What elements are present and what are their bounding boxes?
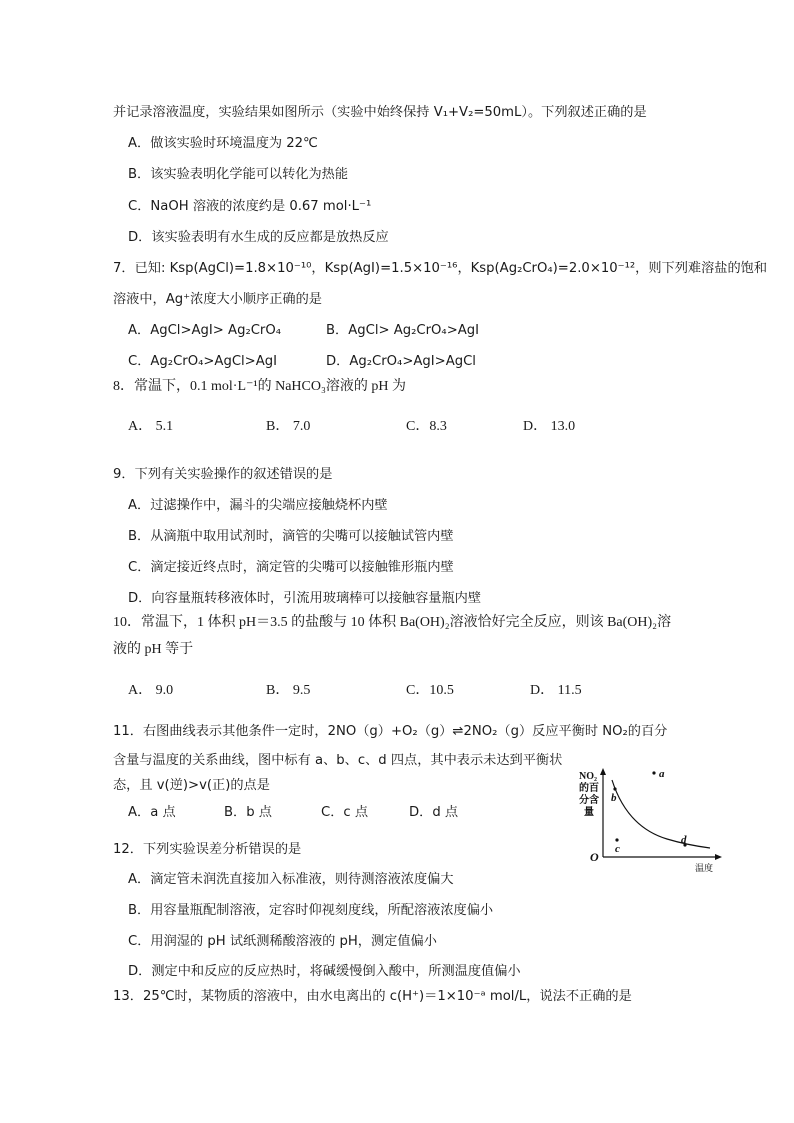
q9-option-d: D．向容量瓶转移液体时，引流用玻璃棒可以接触容量瓶内壁: [128, 591, 482, 606]
graph-y-label-line2: 的百: [579, 783, 599, 794]
graph-point-b: [613, 787, 616, 790]
q12-stem: 12．下列实验误差分析错误的是: [113, 842, 302, 857]
q6-option-d: D．该实验表明有水生成的反应都是放热反应: [128, 230, 389, 245]
q11-option-b: B．b 点: [224, 805, 272, 820]
graph-point-a: [652, 771, 655, 774]
q7-option-b: B．AgCl> Ag₂CrO₄>AgI: [326, 323, 480, 338]
q12-option-a: A．滴定管未润洗直接加入标准液，则待测溶液浓度偏大: [128, 872, 454, 887]
graph-point-b-label: b: [611, 792, 617, 804]
q12-option-c: C．用润湿的 pH 试纸测稀酸溶液的 pH，测定值偏小: [128, 934, 437, 949]
q7-option-a: A．AgCl>AgI> Ag₂CrO₄: [128, 323, 282, 338]
q10-option-a: A． 9.0: [128, 683, 174, 698]
q8-stem: 8．常温下，0.1 mol·L⁻¹的 NaHCO₃溶液的 pH 为: [113, 379, 406, 394]
q6-option-a: A．做该实验时环境温度为 22℃: [128, 136, 318, 151]
q12-option-d: D．测定中和反应的反应热时，将碱缓慢倒入酸中，所测温度值偏小: [128, 964, 521, 979]
q10-option-c: C．10.5: [406, 683, 454, 698]
graph-y-label-line3: 分含: [579, 795, 599, 806]
graph-y-axis-arrow: [600, 768, 606, 775]
q11-option-c: C．c 点: [321, 805, 369, 820]
graph-point-a-label: a: [659, 768, 665, 780]
q8-option-c: C．8.3: [406, 419, 447, 434]
q9-option-c: C．滴定接近终点时，滴定管的尖嘴可以接触锥形瓶内壁: [128, 560, 454, 575]
q6-stem-continuation: 并记录溶液温度，实验结果如图所示（实验中始终保持 V₁+V₂=50mL）。下列叙述正确的是: [113, 105, 647, 120]
q10-stem-line1: 10．常温下，1 体积 pH＝3.5 的盐酸与 10 体积 Ba(OH)₂溶液恰好完全反应，则该 Ba(OH)₂溶: [113, 615, 672, 630]
q6-option-c: C．NaOH 溶液的浓度约是 0.67 mol·L⁻¹: [128, 199, 372, 214]
graph-y-label-line4: 量: [584, 807, 594, 818]
q11-stem-line2: 含量与温度的关系曲线，图中标有 a、b、c、d 四点，其中表示未达到平衡状: [113, 753, 563, 768]
q8-option-a: A． 5.1: [128, 419, 174, 434]
q9-option-a: A．过滤操作中，漏斗的尖端应接触烧杯内壁: [128, 498, 388, 513]
q13-stem: 13．25℃时，某物质的溶液中，由水电离出的 c(H⁺)＝1×10⁻ᵃ mol/L，说法不正确的是: [113, 989, 632, 1004]
q11-stem-line3: 态，且 v(逆)>v(正)的点是: [113, 778, 270, 793]
graph-y-label-line1: NO₂: [579, 771, 597, 782]
graph-origin-label: O: [590, 850, 599, 864]
q9-stem: 9．下列有关实验操作的叙述错误的是: [113, 467, 333, 482]
q11-stem-line1: 11．右图曲线表示其他条件一定时，2NO（g）+O₂（g）⇌2NO₂（g）反应平衡时 NO₂的百分: [113, 724, 668, 739]
q11-graph: [575, 765, 735, 880]
q7-option-c: C．Ag₂CrO₄>AgCl>AgI: [128, 354, 278, 369]
q12-option-b: B．用容量瓶配制溶液，定容时仰视刻度线，所配溶液浓度偏小: [128, 903, 494, 918]
q8-option-b: B． 7.0: [266, 419, 311, 434]
q7-stem-line2: 溶液中，Ag⁺浓度大小顺序正确的是: [113, 292, 322, 307]
q11-option-a: A．a 点: [128, 805, 176, 820]
graph-x-axis-arrow: [715, 854, 722, 860]
q8-option-d: D． 13.0: [523, 419, 576, 434]
graph-x-label: 温度: [695, 864, 714, 874]
q7-option-d: D．Ag₂CrO₄>AgI>AgCl: [326, 354, 476, 369]
q10-option-b: B． 9.5: [266, 683, 311, 698]
q6-option-b: B．该实验表明化学能可以转化为热能: [128, 167, 349, 182]
graph-equilibrium-curve: [612, 780, 710, 848]
graph-point-d-label: d: [681, 834, 687, 846]
graph-point-c-label: c: [615, 843, 620, 855]
q10-option-d: D． 11.5: [530, 683, 582, 698]
q9-option-b: B．从滴瓶中取用试剂时，滴管的尖嘴可以接触试管内壁: [128, 529, 454, 544]
q10-stem-line2: 液的 pH 等于: [113, 642, 194, 657]
q7-stem-line1: 7．已知: Ksp(AgCl)=1.8×10⁻¹⁰，Ksp(AgI)=1.5×10⁻¹⁶，Ksp(Ag₂CrO₄)=2.0×10⁻¹²，则下列难溶盐的饱和: [113, 261, 768, 276]
q11-option-d: D．d 点: [409, 805, 459, 820]
graph-point-c: [615, 838, 618, 841]
